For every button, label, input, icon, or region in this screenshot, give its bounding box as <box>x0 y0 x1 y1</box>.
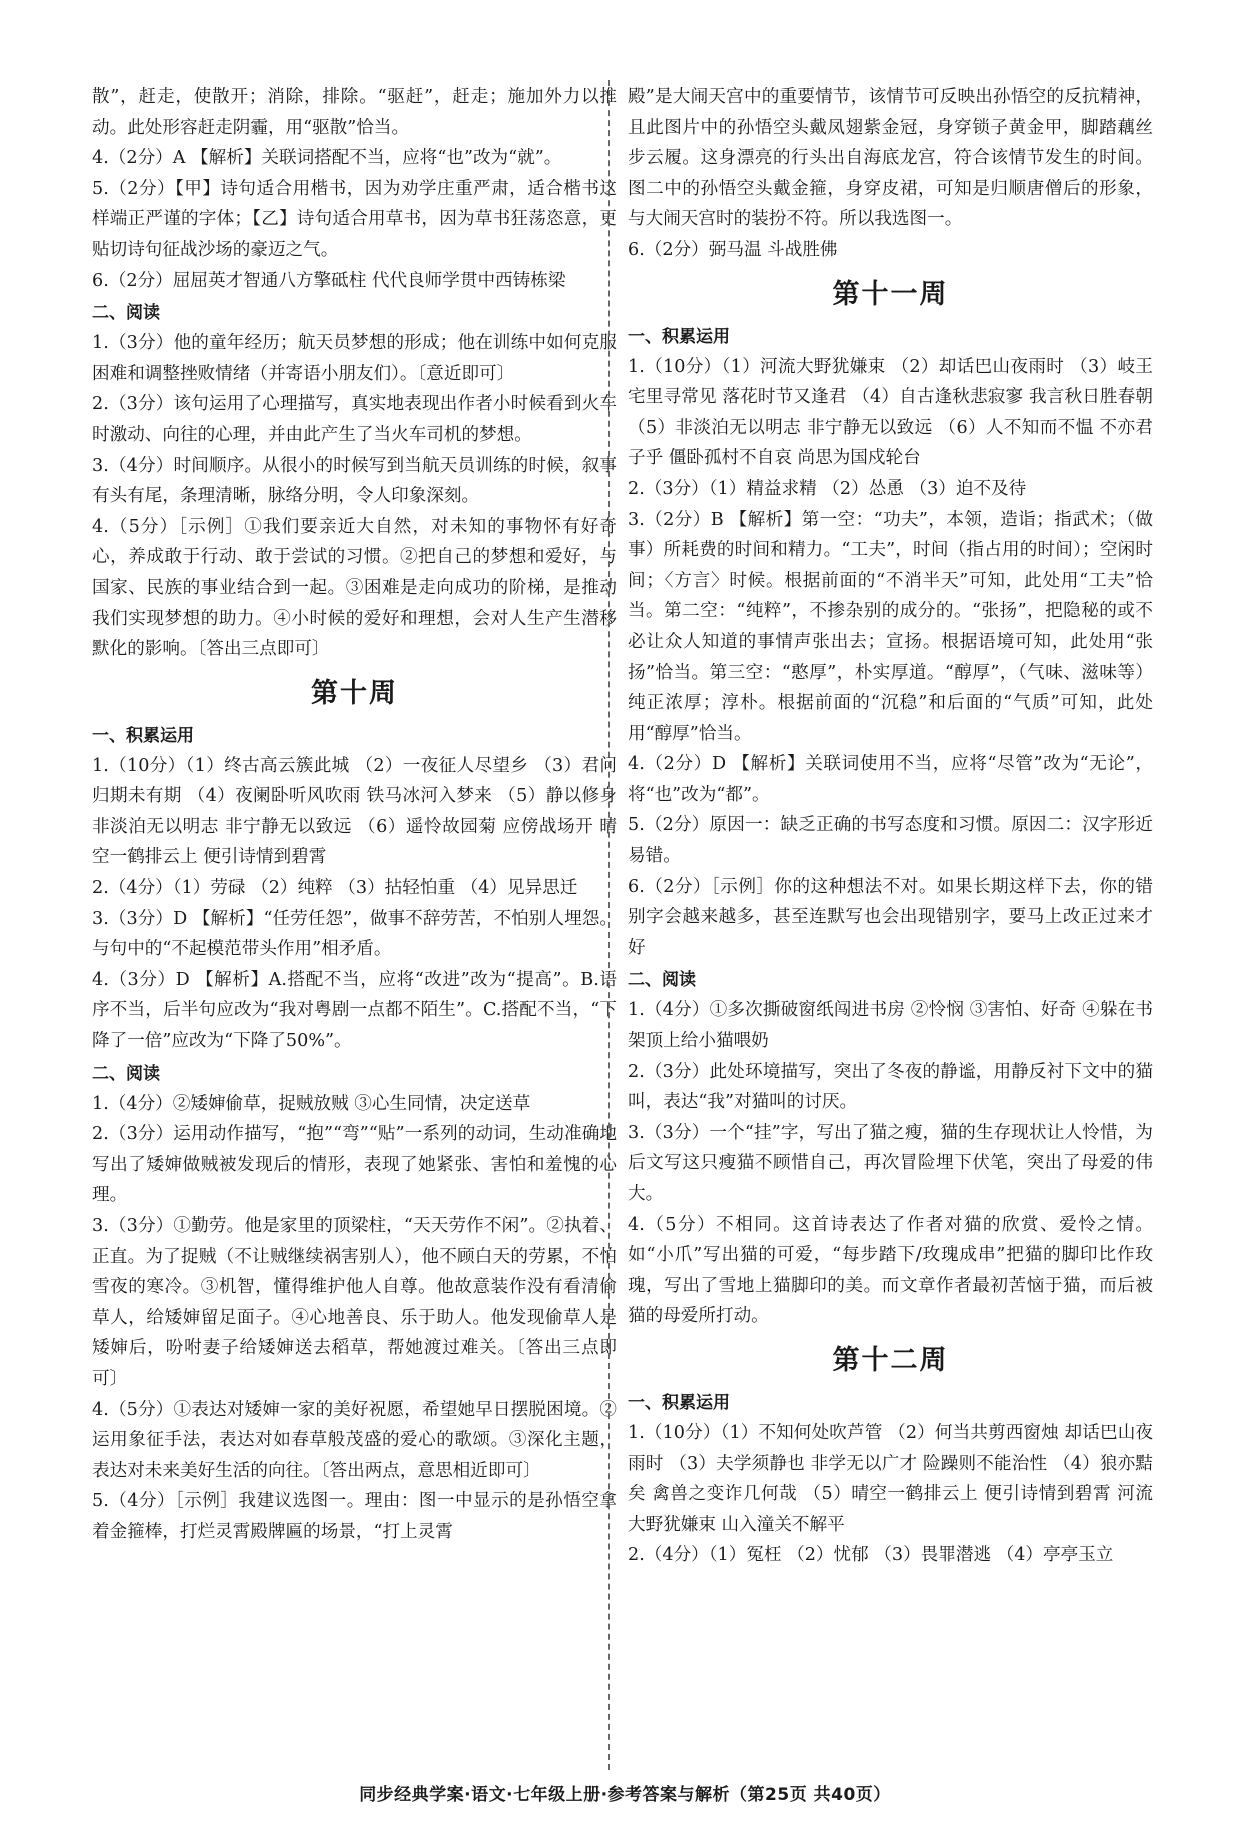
answer-item: 4.（5分）不相同。这首诗表达了作者对猫的欣赏、爱怜之情。如“小爪”写出猫的可爱，“每步踏下/玫瑰成串”把猫的脚印比作玫瑰，写出了雪地上猫脚印的美。而文章作者最初苦恼于猫，而后被猫的母爱所打动。 <box>628 1214 1153 1327</box>
answer-item: 3.（3分）①勤劳。他是家里的顶梁柱，“天天劳作不闲”。②执着、正直。为了捉贼（不让贼继续祸害别人），他不顾白天的劳累，不怕雪夜的寒冷。③机智，懂得维护他人自尊。他故意装作没有看清偷草人，给矮婶留足面子。④心地善良、乐于助人。他发现偷草人是矮婶后，吩咐妻子给矮婶送去稻草，帮她渡过难关。〔答出三点即可〕 <box>92 1216 617 1389</box>
answer-item: 2.（3分）该句运用了心理描写，真实地表现出作者小时候看到火车时激动、向往的心理，并由此产生了当火车司机的梦想。 <box>92 394 617 445</box>
answer-item: 5.（2分）【甲】诗句适合用楷书，因为劝学庄重严肃，适合楷书这样端正严谨的字体；【乙】诗句适合用草书，因为草书狂荡恣意，更贴切诗句征战沙场的豪迈之气。 <box>92 178 617 260</box>
column-divider <box>608 80 610 1770</box>
left-column <box>92 82 617 1548</box>
answer-item: 1.（10分）（1）河流大野犹嫌束 （2）却话巴山夜雨时 （3）岐王宅里寻常见 落花时节又逢君 （4）自古逢秋悲寂寥 我言秋日胜春朝 （5）非淡泊无以明志 非宁静无以致远 （6）人不知而不愠 不亦君子乎 僵卧孤村不自哀 尚思为国戍轮台 <box>628 356 1153 469</box>
answer-item: 6.（2分）屈屈英才智通八方擎砥柱 代代良师学贯中西铸栋梁 <box>92 270 566 291</box>
answer-item: 3.（3分）一个“挂”字，写出了猫之瘦，猫的生存现状让人怜惜，为后文写这只瘦猫不顾惜自己，再次冒险埋下伏笔，突出了母爱的伟大。 <box>628 1122 1153 1204</box>
section-heading: 二、阅读 <box>628 970 696 991</box>
answer-item: 2.（3分）运用动作描写，“抱”“弯”“贴”一系列的动词，生动准确地写出了矮婶做贼被发现后的情形，表现了她紧张、害怕和羞愧的心理。 <box>92 1124 617 1206</box>
week-heading: 第十二周 <box>832 1344 949 1376</box>
answer-item: 1.（10分）（1）不知何处吹芦管 （2）何当共剪西窗烛 却话巴山夜雨时 （3）夫学须静也 非学无以广才 险躁则不能治性 （4）狼亦黠矣 禽兽之变诈几何哉 （5）晴空一鹤排云上 便引诗情到碧霄 河流大野犹嫌束 山入潼关不解平 <box>628 1422 1153 1535</box>
answer-item: 4.（3分）D 【解析】A.搭配不当，应将“改进”改为“提高”。B.语序不当，后半句应改为“我对粤剧一点都不陌生”。C.搭配不当，“下降了一倍”应改为“下降了50%”。 <box>92 969 617 1052</box>
section-heading: 二、阅读 <box>92 1063 160 1084</box>
right-column <box>628 82 1153 1571</box>
section-heading: 一、积累运用 <box>92 725 194 746</box>
answer-item: 2.（4分）（1）冤枉 （2）忧郁 （3）畏罪潜逃 （4）亭亭玉立 <box>628 1545 1114 1566</box>
answer-item: 5.（2分）原因一：缺乏正确的书写态度和习惯。原因二：汉字形近易错。 <box>628 815 1153 867</box>
answer-item: 2.（3分）（1）精益求精 （2）怂恿 （3）迫不及待 <box>628 478 1027 499</box>
answer-item: 1.（10分）（1）终古高云簇此城 （2）一夜征人尽望乡 （3）君问归期未有期 （4）夜阑卧听风吹雨 铁马冰河入梦来 （5）静以修身 非淡泊无以明志 非宁静无以致远 （6）遥怜故园菊 应傍战场开 晴空一鹤排云上 便引诗情到碧霄 <box>92 755 617 868</box>
answer-item: 5.（4分）［示例］我建议选图一。理由：图一中显示的是孙悟空拿着金箍棒，打烂灵霄殿牌匾的场景，“打上灵霄 <box>92 1491 617 1542</box>
answer-item: 1.（3分）他的童年经历；航天员梦想的形成；他在训练中如何克服困难和调整挫败情绪（并寄语小朋友们）。〔意近即可〕 <box>92 333 617 384</box>
section-heading: 一、积累运用 <box>628 1392 730 1413</box>
section-heading: 二、阅读 <box>92 303 160 324</box>
answer-item: 4.（2分）D 【解析】关联词使用不当，应将“尽管”改为“无论”，将“也”改为“都”。 <box>628 754 1153 805</box>
week-heading: 第十一周 <box>832 278 949 310</box>
answer-item: 3.（3分）D 【解析】“任劳任怨”，做事不辞劳苦，不怕别人埋怨。与句中的“不起模范带头作用”相矛盾。 <box>92 908 617 960</box>
answer-item: 1.（4分）②矮婶偷草，捉贼放贼 ③心生同情，决定送草 <box>92 1093 531 1114</box>
answer-item: 散”，赶走，使散开；消除，排除。“驱赶”，赶走；施加外力以推动。此处形容赶走阴霾，用“驱散”恰当。 <box>92 87 617 138</box>
answer-item: 6.（2分）［示例］你的这种想法不对。如果长期这样下去，你的错别字会越来越多，甚至连默写也会出现错别字，要马上改正过来才好 <box>628 876 1153 958</box>
section-heading: 一、积累运用 <box>628 326 730 347</box>
answer-item: 4.（2分）A 【解析】关联词搭配不当，应将“也”改为“就”。 <box>92 148 562 169</box>
answer-item: 1.（4分）①多次撕破窗纸闯进书房 ②怜悯 ③害怕、好奇 ④躲在书架顶上给小猫喂奶 <box>628 1000 1153 1052</box>
week-heading: 第十周 <box>311 677 398 709</box>
answer-item: 2.（3分）此处环境描写，突出了冬夜的静谧，用静反衬下文中的猫叫，表达“我”对猫叫的讨厌。 <box>628 1061 1153 1113</box>
answer-item: 4.（5分）①表达对矮婶一家的美好祝愿，希望她早日摆脱困境。②运用象征手法，表达对如春草般茂盛的爱心的歌颂。③深化主题，表达对未来美好生活的向往。〔答出两点，意思相近即可〕 <box>92 1399 617 1481</box>
answer-item: 6.（2分）弼马温 斗战胜佛 <box>628 239 838 260</box>
answer-item: 殿”是大闹天宫中的重要情节，该情节可反映出孙悟空的反抗精神，且此图片中的孙悟空头戴凤翅紫金冠，身穿锁子黄金甲，脚踏藕丝步云履。这身漂亮的行头出自海底龙宫，符合该情节发生的时间。图二中的孙悟空头戴金箍，身穿皮裙，可知是归顺唐僧后的形象，与大闹天宫时的装扮不符。所以我选图一。 <box>628 87 1153 230</box>
page-footer: 同步经典学案·语文·七年级上册·参考答案与解析（第25页 共40页） <box>359 1785 891 1805</box>
answer-item: 4.（5分）［示例］①我们要亲近大自然，对未知的事物怀有好奇心，养成敢于行动、敢于尝试的习惯。②把自己的梦想和爱好，与国家、民族的事业结合到一起。③困难是走向成功的阶梯，是推动我们实现梦想的助力。④小时候的爱好和理想，会对人生产生潜移默化的影响。〔答出三点即可〕 <box>92 516 617 660</box>
answer-item: 2.（4分）（1）劳碌 （2）纯粹 （3）拈轻怕重 （4）见异思迁 <box>92 878 578 899</box>
answer-item: 3.（4分）时间顺序。从很小的时候写到当航天员训练的时候，叙事有头有尾，条理清晰，脉络分明，令人印象深刻。 <box>92 455 617 507</box>
answer-item: 3.（2分）B 【解析】第一空：“功夫”，本领，造诣；指武术；（做事）所耗费的时间和精力。“工夫”，时间（指占用的时间）；空闲时间；〈方言〉时候。根据前面的“不消半天”可知，此处用“工夫”恰当。第二空：“纯粹”，不掺杂别的成分的。“张扬”，把隐秘的或不必让众人知道的事情声张出去；宣扬。根据语境可知，此处用“张扬”恰当。第三空：“憨厚”，朴实厚道。“醇厚”，（气味、滋味等）纯正浓厚；淳朴。根据前面的“沉稳”和后面的“气质”可知，此处用“醇厚”恰当。 <box>628 509 1153 744</box>
